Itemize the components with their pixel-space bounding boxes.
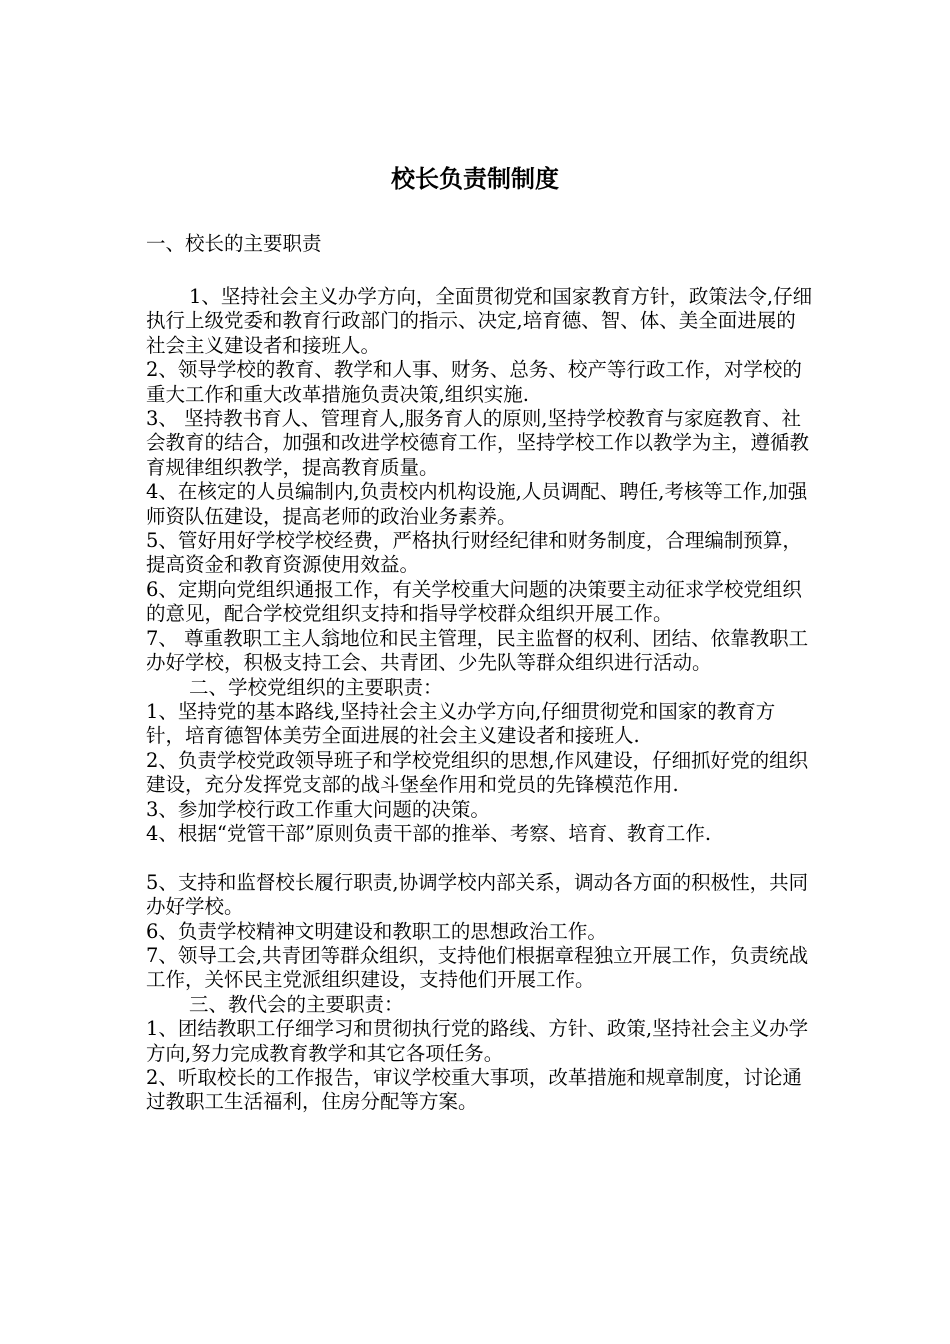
section-1-item-2: 2、领导学校的教育、教学和人事、财务、总务、校产等行政工作，对学校的重大工作和重大改革措施负责决策,组织实施. (146, 358, 802, 406)
section-1-item-6: 6、定期向党组织通报工作，有关学校重大问题的决策要主动征求学校党组织的意见，配合学校党组织支持和指导学校群众组织开展工作。 (146, 577, 802, 626)
section-1-item-3: 3、 坚持教书育人、管理育人,服务育人的原则,坚持学校教育与家庭教育、社会教育的结合，加强和改进学校德育工作，坚持学校工作以教学为主，遵循教育规律组织教学，提高教育质量。 (146, 407, 810, 479)
section-1-item-7: 7、 尊重教职工主人翁地位和民主管理，民主监督的权利、团结、依靠教职工办好学校，积极支持工会、共青团、少先队等群众组织进行活动。 (146, 626, 809, 675)
section-2-item-6: 6、负责学校精神文明建设和教职工的思想政治工作。 (146, 919, 607, 943)
section-2-item-4: 4、根据“党管干部”原则负责干部的推举、考察、培育、教育工作. (146, 821, 712, 845)
document-title: 校长负责制制度 (391, 165, 559, 193)
section-3-heading: 三、教代会的主要职责： (189, 992, 404, 1016)
section-2-item-3: 3、参加学校行政工作重大问题的决策。 (146, 797, 490, 821)
section-2-item-5: 5、支持和监督校长履行职责,协调学校内部关系，调动各方面的积极性，共同办好学校。 (146, 870, 809, 919)
section-1-item-1: 1、坚持社会主义办学方向，全面贯彻党和国家教育方针，政策法令,仔细执行上级党委和教育行政部门的指示、决定,培育德、智、体、美全面进展的社会主义建设者和接班人。 (146, 285, 813, 357)
section-2-item-2: 2、负责学校党政领导班子和学校党组织的思想,作风建设，仔细抓好党的组织建设，充分发挥党支部的战斗堡垒作用和党员的先锋模范作用. (146, 748, 809, 797)
section-1-item-4: 4、在核定的人员编制内,负责校内机构设施,人员调配、聘任,考核等工作,加强师资队伍建设，提高老师的政治业务素养。 (146, 480, 808, 528)
section-3-item-1: 1、团结教职工仔细学习和贯彻执行党的路线、方针、政策,坚持社会主义办学方向,努力完成教育教学和其它各项任务。 (146, 1017, 809, 1065)
section-2-item-1: 1、坚持党的基本路线,坚持社会主义办学方向,仔细贯彻党和国家的教育方针，培育德智体美劳全面进展的社会主义建设者和接班人. (146, 699, 776, 748)
section-2-heading: 二、学校党组织的主要职责： (189, 675, 443, 699)
section-3-item-2: 2、听取校长的工作报告，审议学校重大事项，改革措施和规章制度，讨论通过教职工生活福利，住房分配等方案。 (146, 1065, 802, 1114)
section-1-item-5: 5、管好用好学校学校经费，严格执行财经纪律和财务制度，合理编制预算， 提高资金和教育资源使用效益。 (146, 529, 802, 577)
section-2-item-7: 7、领导工会,共青团等群众组织，支持他们根据章程独立开展工作，负责统战工作，关怀民主党派组织建设，支持他们开展工作。 (146, 943, 809, 992)
document-body (146, 285, 814, 1115)
blank-line (146, 846, 814, 870)
section-1-heading: 一、校长的主要职责 (146, 232, 322, 255)
